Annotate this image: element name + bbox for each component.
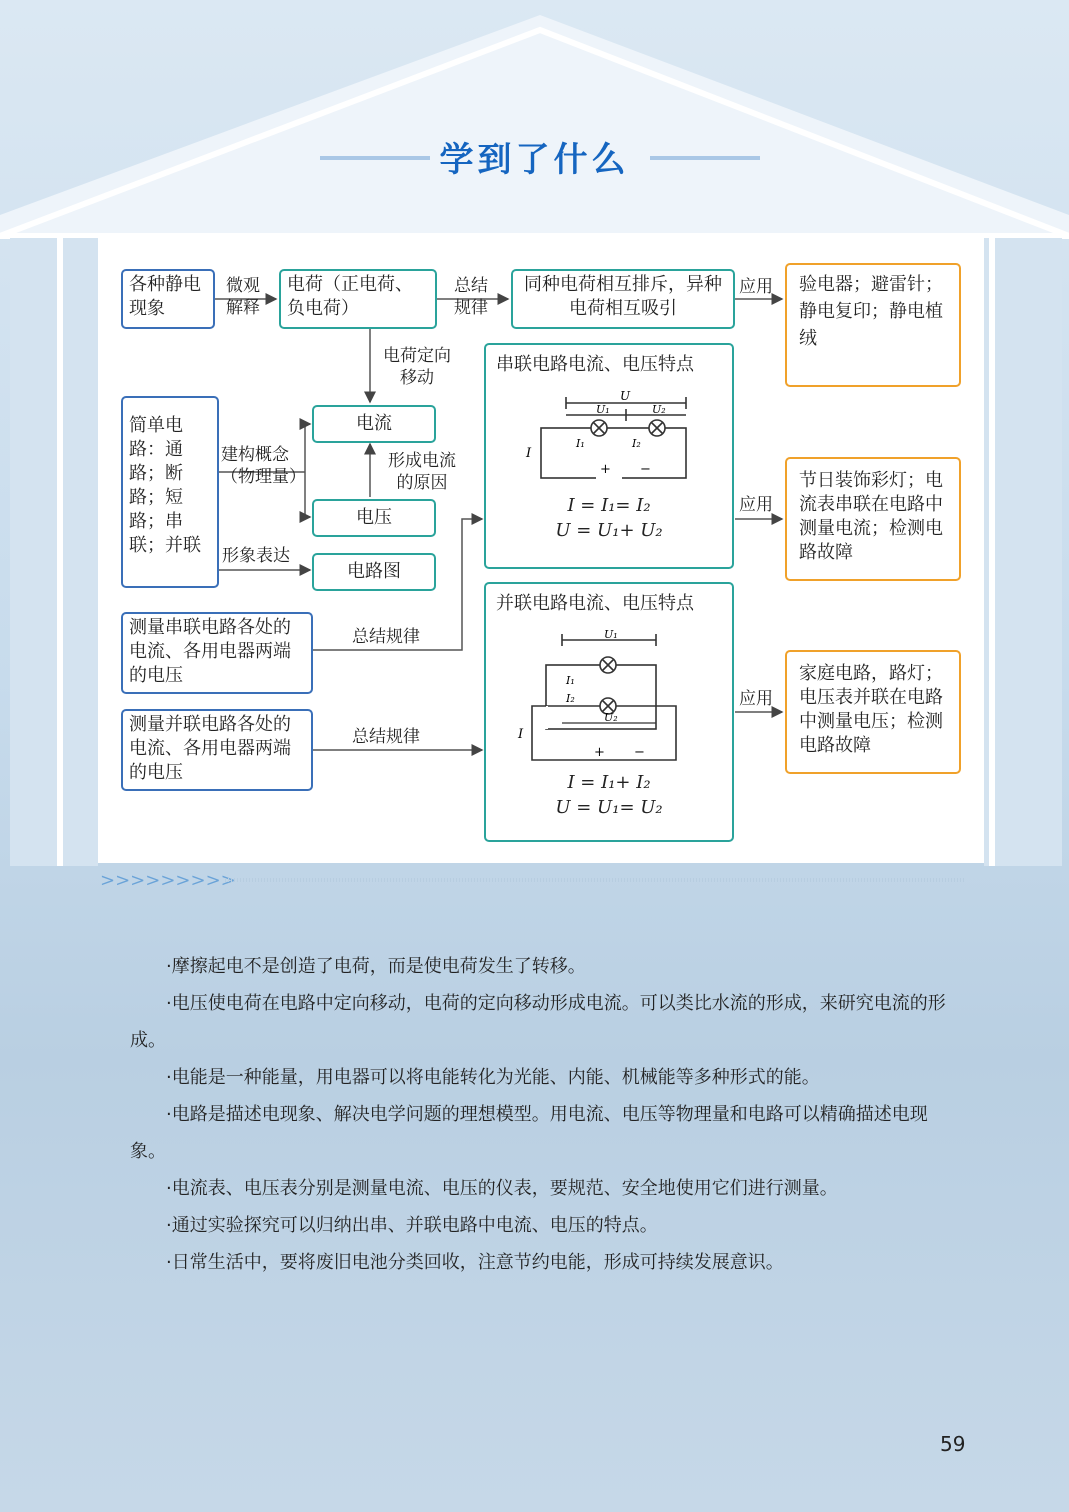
paragraph: ·通过实验探究可以归纳出串、并联电路中电流、电压的特点。 <box>166 1215 658 1236</box>
svg-text:U₁: U₁ <box>596 403 610 416</box>
measure-parallel-box <box>121 709 313 791</box>
micro-explain-label: 微观解释 <box>226 276 260 318</box>
voltage-box <box>312 499 436 537</box>
svg-text:I: I <box>526 446 532 461</box>
charge-law-text: 同种电荷相互排斥，异种电荷相互吸引 <box>524 274 722 319</box>
series-equations <box>496 493 722 543</box>
apply-label-3: 应用 <box>739 689 773 709</box>
series-features-box <box>484 343 734 569</box>
series-apps-text: 节日装饰彩灯；电流表串联在电路中测量电流；检测电路故障 <box>799 470 943 563</box>
summary-law-label: 总结规律 <box>454 276 488 318</box>
series-circuit-diagram <box>496 383 726 493</box>
voltage-text: 电压 <box>356 507 392 528</box>
circuit-diagram-text: 电路图 <box>347 561 401 582</box>
charge-text: 电荷（正电荷、负电荷） <box>287 274 413 319</box>
svg-text:U: U <box>620 389 631 403</box>
charge-box <box>279 269 437 329</box>
svg-text:+: + <box>594 745 605 760</box>
parallel-apps-box <box>785 650 961 774</box>
page-title: 学到了什么 <box>439 140 630 180</box>
svg-text:I₂: I₂ <box>632 437 641 450</box>
series-apps-box <box>785 457 961 581</box>
parallel-eq-voltage: U = U₁= U₂ <box>555 797 663 818</box>
svg-text:U₂: U₂ <box>604 711 618 724</box>
summary-law-label-2: 总结规律 <box>352 627 420 647</box>
page-number: 59 <box>940 1432 966 1456</box>
charge-law-box <box>511 269 735 329</box>
summary-text <box>130 948 960 1281</box>
svg-text:I₂: I₂ <box>566 692 575 705</box>
paragraph: ·摩擦起电不是创造了电荷，而是使电荷发生了转移。 <box>166 956 586 977</box>
measure-series-text: 测量串联电路各处的电流、各用电器两端的电压 <box>129 617 291 686</box>
build-concept-label: 建构概念（物理量） <box>221 445 306 487</box>
static-phenomena-box <box>121 269 215 329</box>
parallel-eq-current: I = I₁+ I₂ <box>567 772 651 793</box>
circuit-diagram-box <box>312 553 436 591</box>
paragraph: ·电路是描述电现象、解决电学问题的理想模型。用电流、电压等物理量和电路可以精确描述电现象。 <box>130 1104 928 1162</box>
measure-series-box <box>121 612 313 694</box>
parallel-circuit-diagram <box>496 620 726 770</box>
parallel-features-box <box>484 582 734 842</box>
svg-text:+: + <box>600 462 611 477</box>
current-text: 电流 <box>356 413 392 434</box>
svg-text:U₁: U₁ <box>604 628 618 641</box>
static-apps-text: 验电器；避雷针；静电复印；静电植绒 <box>799 274 943 349</box>
svg-text:U₂: U₂ <box>652 403 666 416</box>
series-eq-current: I = I₁= I₂ <box>567 495 651 516</box>
directional-move-label: 电荷定向移动 <box>383 346 451 388</box>
cause-current-label: 形成电流的原因 <box>388 451 456 493</box>
static-phenomena-text: 各种静电现象 <box>129 274 201 319</box>
series-eq-voltage: U = U₁+ U₂ <box>555 520 663 541</box>
parallel-equations <box>496 770 722 820</box>
svg-text:−: − <box>634 745 645 760</box>
current-box <box>312 405 436 443</box>
series-title: 串联电路电流、电压特点 <box>496 354 694 375</box>
paragraph: ·电压使电荷在电路中定向移动，电荷的定向移动形成电流。可以类比水流的形成，来研究电流的形成。 <box>130 993 946 1051</box>
parallel-apps-text: 家庭电路，路灯；电压表并联在电路中测量电压；检测电路故障 <box>799 663 943 756</box>
apply-label-1: 应用 <box>739 277 773 297</box>
paragraph: ·日常生活中，要将废旧电池分类回收，注意节约电能，形成可持续发展意识。 <box>166 1252 784 1273</box>
measure-parallel-text: 测量并联电路各处的电流、各用电器两端的电压 <box>129 714 291 783</box>
svg-text:−: − <box>640 462 651 477</box>
svg-text:I₁: I₁ <box>566 674 575 687</box>
svg-text:I: I <box>518 727 524 742</box>
paragraph: ·电能是一种能量，用电器可以将电能转化为光能、内能、机械能等多种形式的能。 <box>166 1067 820 1088</box>
svg-text:>>>>>>>>>: >>>>>>>>> <box>100 870 236 891</box>
svg-text:I₁: I₁ <box>576 437 585 450</box>
simple-circuit-box <box>121 396 219 588</box>
apply-label-2: 应用 <box>739 495 773 515</box>
summary-law-label-3: 总结规律 <box>352 727 420 747</box>
simple-circuit-text: 简单电路：通路；断路；短路；串联；并联 <box>129 415 201 556</box>
image-express-label: 形象表达 <box>222 546 290 566</box>
static-apps-box <box>785 263 961 387</box>
paragraph: ·电流表、电压表分别是测量电流、电压的仪表，要规范、安全地使用它们进行测量。 <box>166 1178 838 1199</box>
parallel-title: 并联电路电流、电压特点 <box>496 593 694 614</box>
